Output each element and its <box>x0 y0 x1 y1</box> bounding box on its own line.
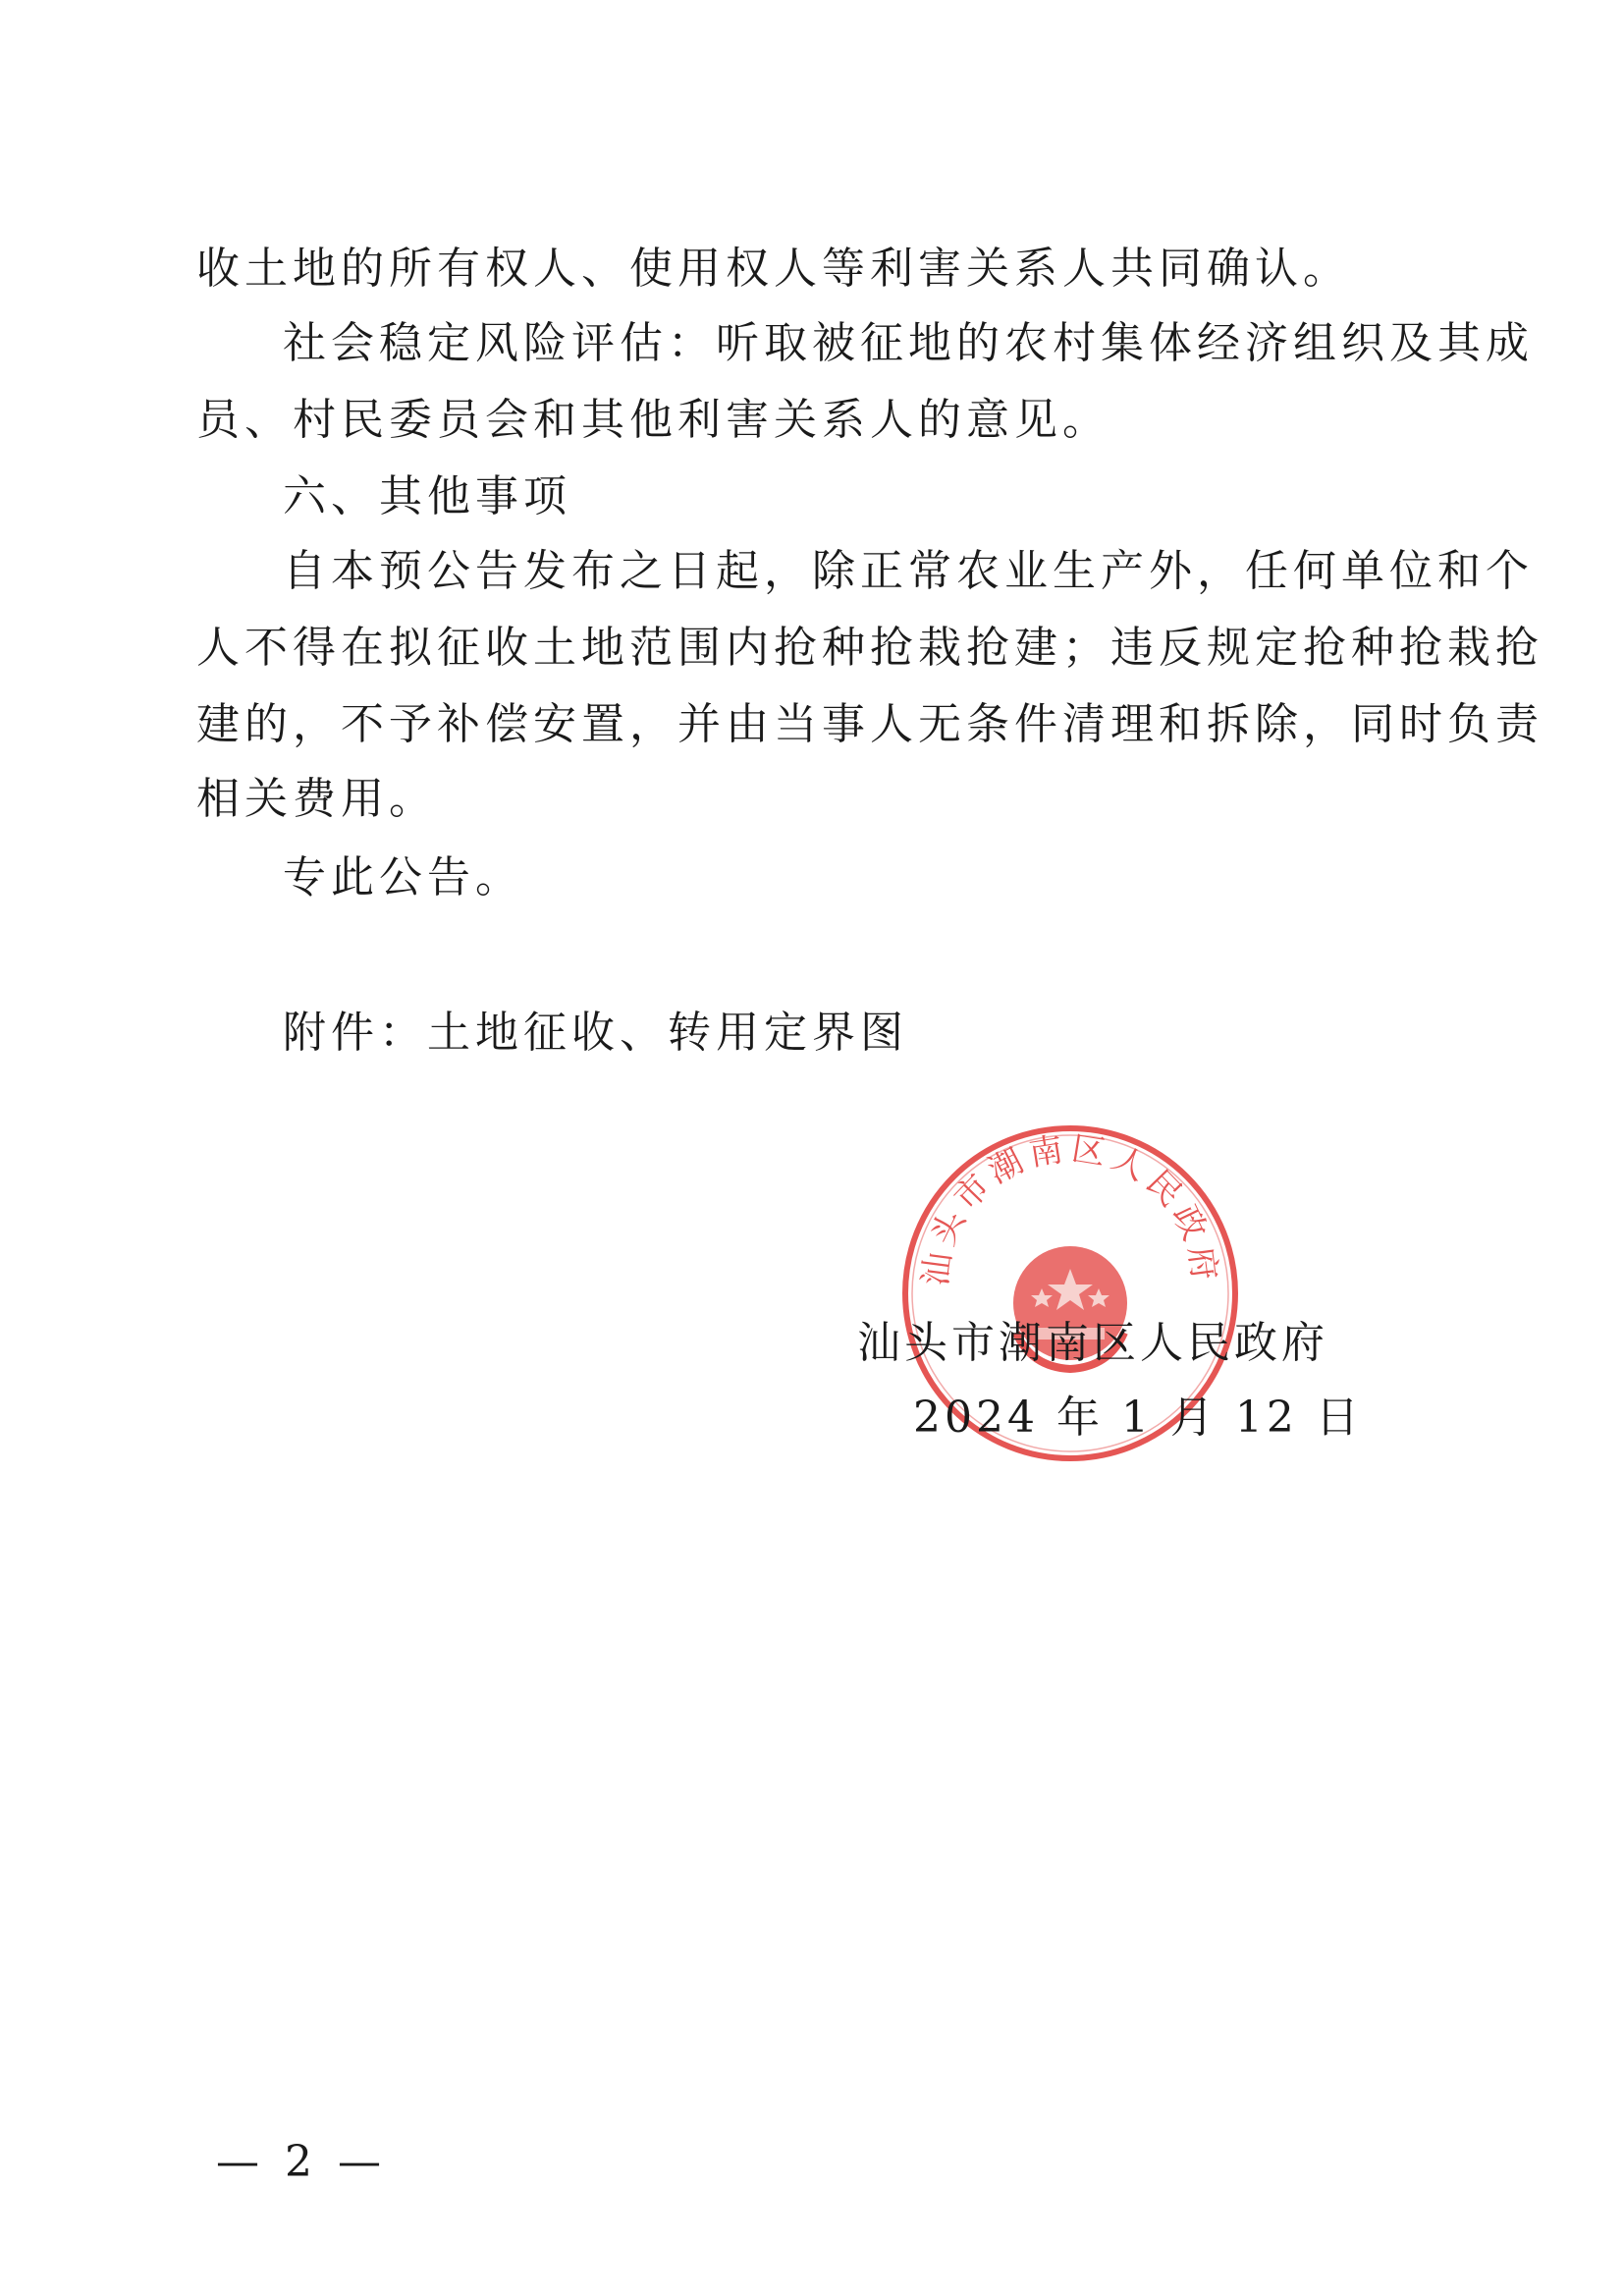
seal-text: 汕头市潮南区人民政府 <box>915 1128 1225 1288</box>
issuer-name: 汕头市潮南区人民政府 <box>857 1318 1328 1368</box>
attachment-line: 附件：土地征收、转用定界图 <box>283 1008 908 1058</box>
body-line-6: 人不得在拟征收土地范围内抢种抢栽抢建；违反规定抢种抢栽抢 <box>196 623 1543 673</box>
body-line-7: 建的，不予补偿安置，并由当事人无条件清理和拆除，同时负责 <box>196 699 1543 749</box>
section-heading-other-matters: 六、其他事项 <box>283 471 571 521</box>
issue-date: 2024 年 1 月 12 日 <box>913 1393 1363 1443</box>
body-line-1: 收土地的所有权人、使用权人等利害关系人共同确认。 <box>196 244 1351 294</box>
body-line-2: 社会稳定风险评估：听取被征地的农村集体经济组织及其成 <box>283 318 1534 368</box>
body-line-3: 员、村民委员会和其他利害关系人的意见。 <box>196 395 1110 445</box>
body-line-5: 自本预公告发布之日起，除正常农业生产外，任何单位和个 <box>283 546 1534 596</box>
closing-line: 专此公告。 <box>283 852 523 902</box>
body-line-8: 相关费用。 <box>196 774 437 824</box>
page-number: — 2 — <box>216 2137 387 2187</box>
